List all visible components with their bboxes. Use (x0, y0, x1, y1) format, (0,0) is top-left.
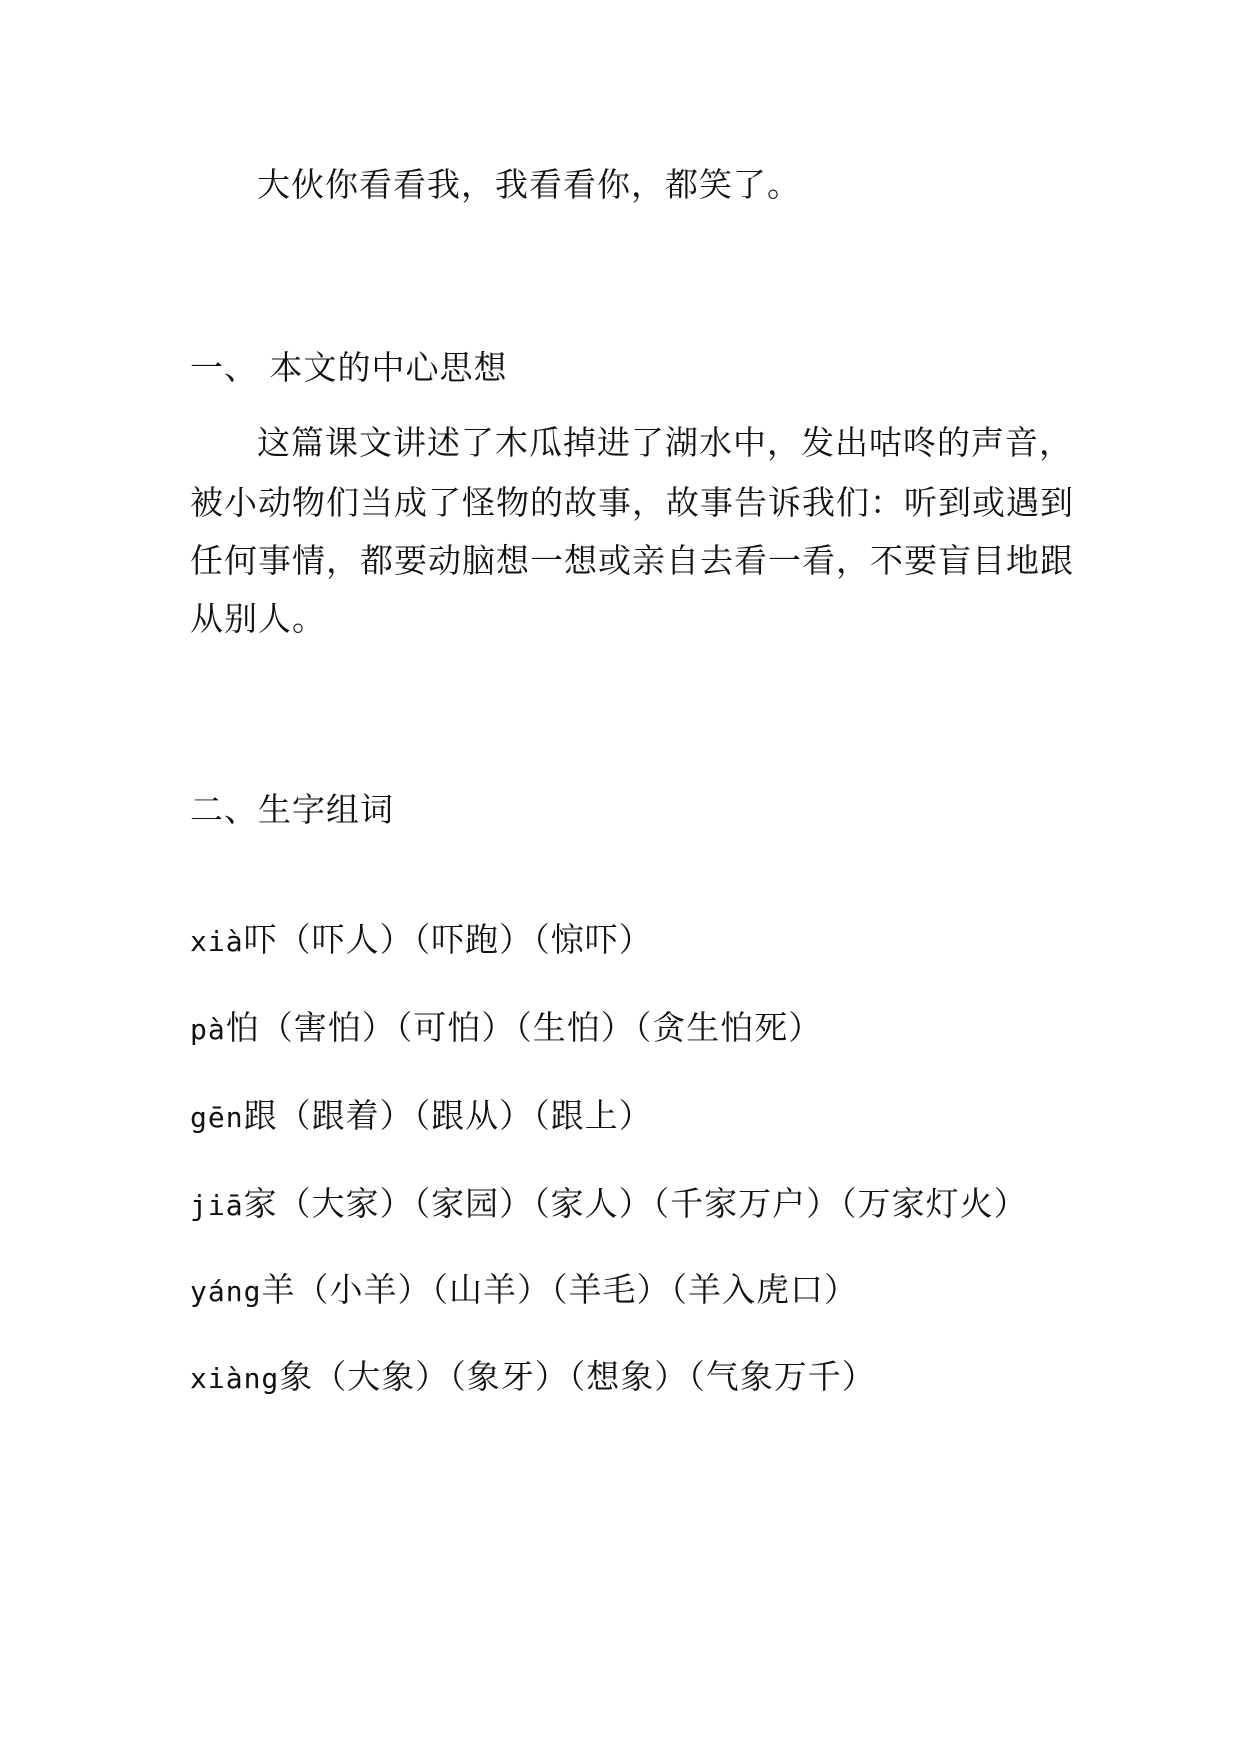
vocab-words: 家（大家）（家园）（家人）（千家万户）（万家灯火） (243, 1184, 1028, 1223)
vocab-words: 吓（吓人）（吓跑）（惊吓） (243, 920, 653, 959)
paragraph-line-1: 这篇课文讲述了木瓜掉进了湖水中，发出咕咚的声音， (257, 423, 1073, 462)
vocab-entry (190, 1008, 822, 1050)
vocab-words: 羊（小羊）（山羊）（羊毛）（羊入虎口） (261, 1270, 858, 1309)
vocab-words: 怕（害怕）（可怕）（生怕）（贪生怕死） (225, 1008, 823, 1047)
paragraph-line-4: 从别人。 (190, 599, 326, 638)
vocab-pinyin: yáng (190, 1275, 262, 1308)
section-two-heading: 二、生字组词 (190, 790, 394, 829)
vocab-pinyin: jiā (190, 1189, 244, 1222)
vocab-entry (190, 1184, 1028, 1226)
section-one-heading: 一、 本文的中心思想 (190, 348, 508, 387)
vocab-entry (190, 1357, 876, 1399)
vocab-entry (190, 1096, 653, 1138)
vocab-entry (190, 1270, 858, 1312)
vocab-pinyin: pà (190, 1013, 226, 1046)
vocab-words: 跟（跟着）（跟从）（跟上） (243, 1096, 653, 1135)
vocab-pinyin: xià (190, 925, 244, 958)
vocab-entry (190, 920, 653, 962)
paragraph-line-2: 被小动物们当成了怪物的故事，故事告诉我们：听到或遇到 (190, 483, 1074, 522)
vocab-pinyin: gēn (190, 1101, 244, 1134)
paragraph-line-3: 任何事情，都要动脑想一想或亲自去看一看，不要盲目地跟 (190, 541, 1074, 580)
vocab-words: 象（大象）（象牙）（想象）（气象万千） (279, 1357, 876, 1396)
closing-sentence: 大伙你看看我，我看看你，都笑了。 (257, 165, 801, 204)
vocab-pinyin: xiàng (190, 1362, 280, 1395)
